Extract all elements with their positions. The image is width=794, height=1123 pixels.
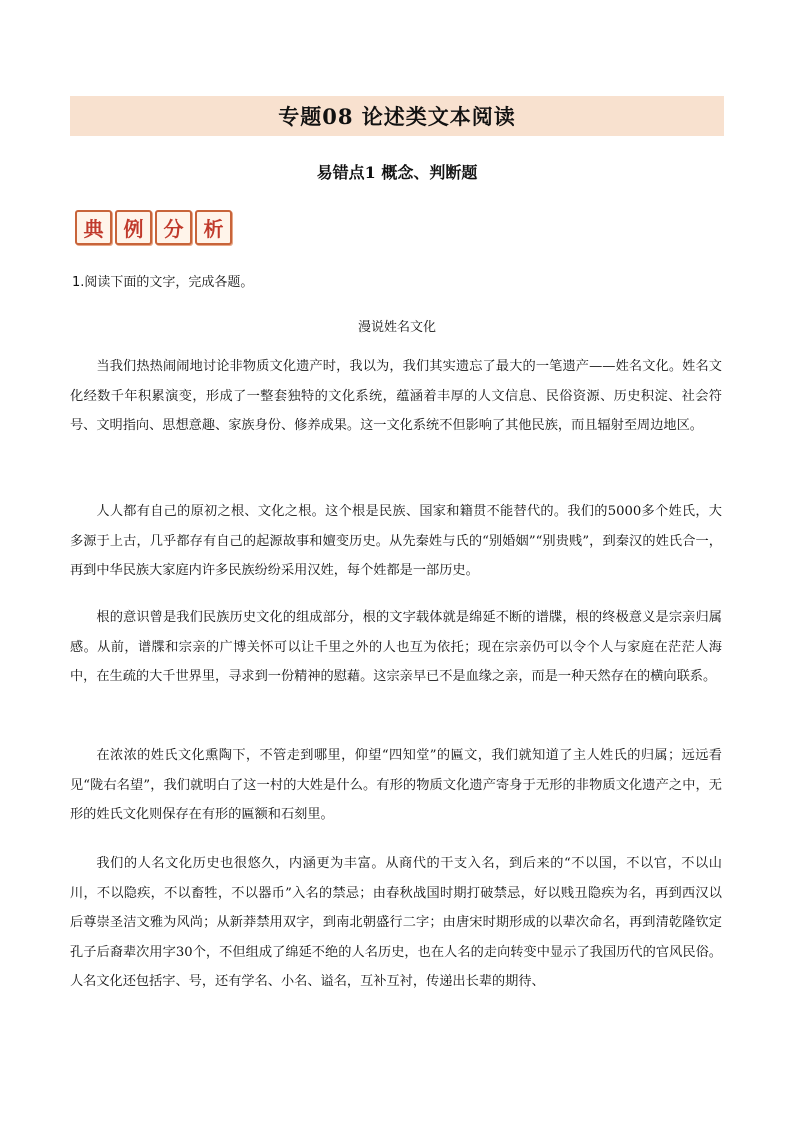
badge-char: 例 xyxy=(115,210,152,245)
essay-paragraph: 在浓浓的姓氏文化熏陶下，不管走到哪里，仰望“四知堂”的匾文，我们就知道了主人姓氏的归属；远远看见“陇右名望”，我们就明白了这一村的大姓是什么。有形的物质文化遗产寄身于无形的非物质文化遗产之中，无形的姓氏文化则保存在有形的匾额和石刻里。 xyxy=(70,748,722,822)
example-analysis-badge xyxy=(75,210,232,245)
essay-paragraph: 根的意识曾是我们民族历史文化的组成部分，根的文字载体就是绵延不断的谱牒，根的终极意义是宗亲归属感。从前，谱牒和宗亲的广博关怀可以让千里之外的人也互为依托；现在宗亲仍可以令个人与家庭在茫茫人海中，在生疏的大千世界里，寻求到一份精神的慰藉。这宗亲早已不是血缘之亲，而是一种天然存在的横向联系。 xyxy=(70,610,722,684)
essay-paragraph: 当我们热热闹闹地讨论非物质文化遗产时，我以为，我们其实遗忘了最大的一笔遗产——姓名文化。姓名文化经数千年积累演变，形成了一整套独特的文化系统，蕴涵着丰厚的人文信息、民俗资源、历史积淀、社会符号、文明指向、思想意趣、家族身份、修养成果。这一文化系统不但影响了其他民族，而且辐射至周边地区。 xyxy=(70,359,722,433)
essay-paragraph: 我们的人名文化历史也很悠久，内涵更为丰富。从商代的干支入名，到后来的“不以国，不以官，不以山川，不以隐疾，不以畜牲，不以器币”入名的禁忌；由春秋战国时期打破禁忌，好以贱丑隐疾为名，再到西汉以后尊崇圣洁文雅为风尚；从新莽禁用双字，到南北朝盛行二字；由唐宋时期形成的以辈次命名，再到清乾隆钦定孔子后裔辈次用字30个，不但组成了绵延不绝的人名历史，也在人名的走向转变中显示了我国历代的官风民俗。人名文化还包括字、号，还有学名、小名、谥名，互补互衬，传递出长辈的期待、 xyxy=(70,856,722,989)
badge-char: 典 xyxy=(75,210,112,245)
badge-char: 分 xyxy=(155,210,192,245)
essay-paragraph: 人人都有自己的原初之根、文化之根。这个根是民族、国家和籍贯不能替代的。我们的5000多个姓氏，大多源于上古，几乎都存有自己的起源故事和嬗变历史。从先秦姓与氏的“别婚姻”“别贵贱”，到秦汉的姓氏合一，再到中华民族大家庭内许多民族纷纷采用汉姓，每个姓都是一部历史。 xyxy=(70,504,722,578)
page-title: 专题08 论述类文本阅读 xyxy=(278,104,516,129)
title-bar xyxy=(70,96,724,136)
question-prompt: 1.阅读下面的文字，完成各题。 xyxy=(72,275,254,290)
badge-char: 析 xyxy=(195,210,232,245)
essay-title: 漫说姓名文化 xyxy=(357,320,436,335)
section-subtitle: 易错点1 概念、判断题 xyxy=(316,163,478,182)
